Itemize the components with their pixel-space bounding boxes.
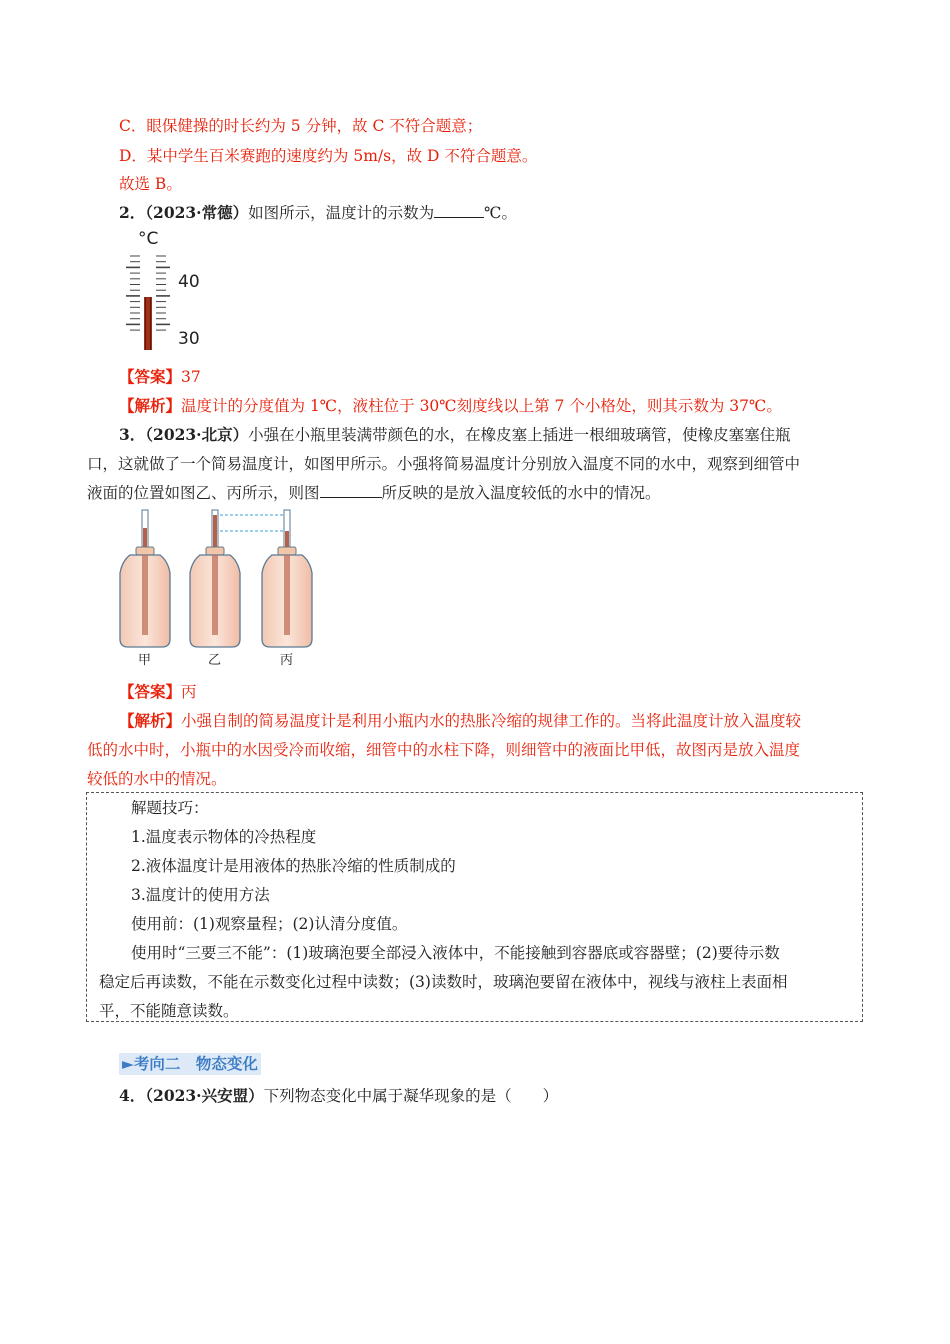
tips-during-use-3: 平，不能随意读数。: [99, 1002, 239, 1020]
tips-before-use: 使用前：(1)观察量程；(2)认清分度值。: [131, 915, 408, 933]
question-source: （2023·兴安盟）: [145, 1086, 264, 1105]
q3-analysis-line-2: 低的水中时，小瓶中的水因受冷而收缩，细管中的水柱下降，则细管中的液面比甲低，故图丙是放入温度: [87, 741, 801, 759]
label-yi: 乙: [208, 653, 222, 668]
question-text: 所反映的是放入温度较低的水中的情况。: [381, 484, 661, 502]
bottle-jia: [120, 510, 170, 647]
bottle-bing: [262, 510, 312, 647]
question-number: 2．: [119, 203, 146, 222]
scale-label-30: 30: [178, 329, 200, 349]
question-3-line-1: [119, 423, 791, 445]
tips-title: 解题技巧：: [131, 799, 209, 817]
bottles-figure: [116, 505, 326, 670]
label-bing: 丙: [280, 653, 294, 668]
answer-line-c: C．眼保健操的时长约为 5 分钟，故 C 不符合题意；: [119, 117, 483, 135]
question-3-line-3: [87, 481, 661, 503]
thermometer-figure: [118, 226, 208, 354]
analysis-text: 小强自制的简易温度计是利用小瓶内水的热胀冷缩的规律工作的。当将此温度计放入温度较: [181, 712, 802, 730]
q3-analysis-line-1: [119, 709, 801, 731]
q3-analysis-line-3: 较低的水中的情况。: [87, 770, 227, 788]
tips-during-use-1: 使用时“三要三不能”：(1)玻璃泡要全部浸入液体中，不能接触到容器底或容器壁；(2)要待示数: [131, 944, 780, 962]
q2-analysis: [119, 394, 782, 416]
question-text: 小强在小瓶里装满带颜色的水，在橡皮塞上插进一根细玻璃管，使橡皮塞塞住瓶: [248, 426, 791, 444]
question-number: 4．: [119, 1086, 146, 1105]
question-source: （2023·常德）: [145, 203, 249, 222]
question-text: 液面的位置如图乙、丙所示，则图: [87, 484, 320, 502]
analysis-tag: 【解析】: [119, 711, 182, 730]
question-2: [119, 201, 517, 223]
answer-tag: 【答案】: [119, 367, 182, 386]
scale-label-40: 40: [178, 272, 200, 292]
q3-answer: [119, 680, 197, 702]
answer-conclusion: 故选 B。: [119, 175, 182, 193]
question-3-line-2: 口，这就做了一个简易温度计，如图甲所示。小强将简易温度计分别放入温度不同的水中，观察到细管中: [87, 455, 801, 473]
q2-answer: [119, 365, 201, 387]
analysis-text: 温度计的分度值为 1℃，液柱位于 30℃刻度线以上第 7 个小格处，则其示数为 37℃。: [181, 397, 782, 415]
tips-item-2: 2.液体温度计是用液体的热胀冷缩的性质制成的: [131, 857, 456, 875]
tips-during-use-2: 稳定后再读数，不能在示数变化过程中读数；(3)读数时，玻璃泡要留在液体中，视线与液柱上表面相: [99, 973, 788, 991]
analysis-tag: 【解析】: [119, 396, 182, 415]
tips-item-3: 3.温度计的使用方法: [131, 886, 270, 904]
answer-tag: 【答案】: [119, 682, 182, 701]
question-text: 下列物态变化中属于凝华现象的是（ ）: [263, 1087, 559, 1105]
unit-label: °C: [138, 229, 159, 249]
answer-value: 37: [181, 368, 201, 386]
section-heading: ►考向二 物态变化: [119, 1053, 261, 1075]
answer-blank: [434, 203, 484, 218]
answer-value: 丙: [181, 683, 197, 701]
answer-line-d: D．某中学生百米赛跑的速度约为 5m/s，故 D 不符合题意。: [119, 147, 538, 165]
question-source: （2023·北京）: [145, 425, 249, 444]
label-jia: 甲: [138, 653, 152, 668]
answer-blank: [320, 483, 382, 498]
question-unit: ℃。: [484, 204, 517, 222]
question-4: [119, 1084, 558, 1106]
question-number: 3．: [119, 425, 146, 444]
question-text: 如图所示，温度计的示数为: [248, 204, 435, 222]
tips-item-1: 1.温度表示物体的冷热程度: [131, 828, 317, 846]
